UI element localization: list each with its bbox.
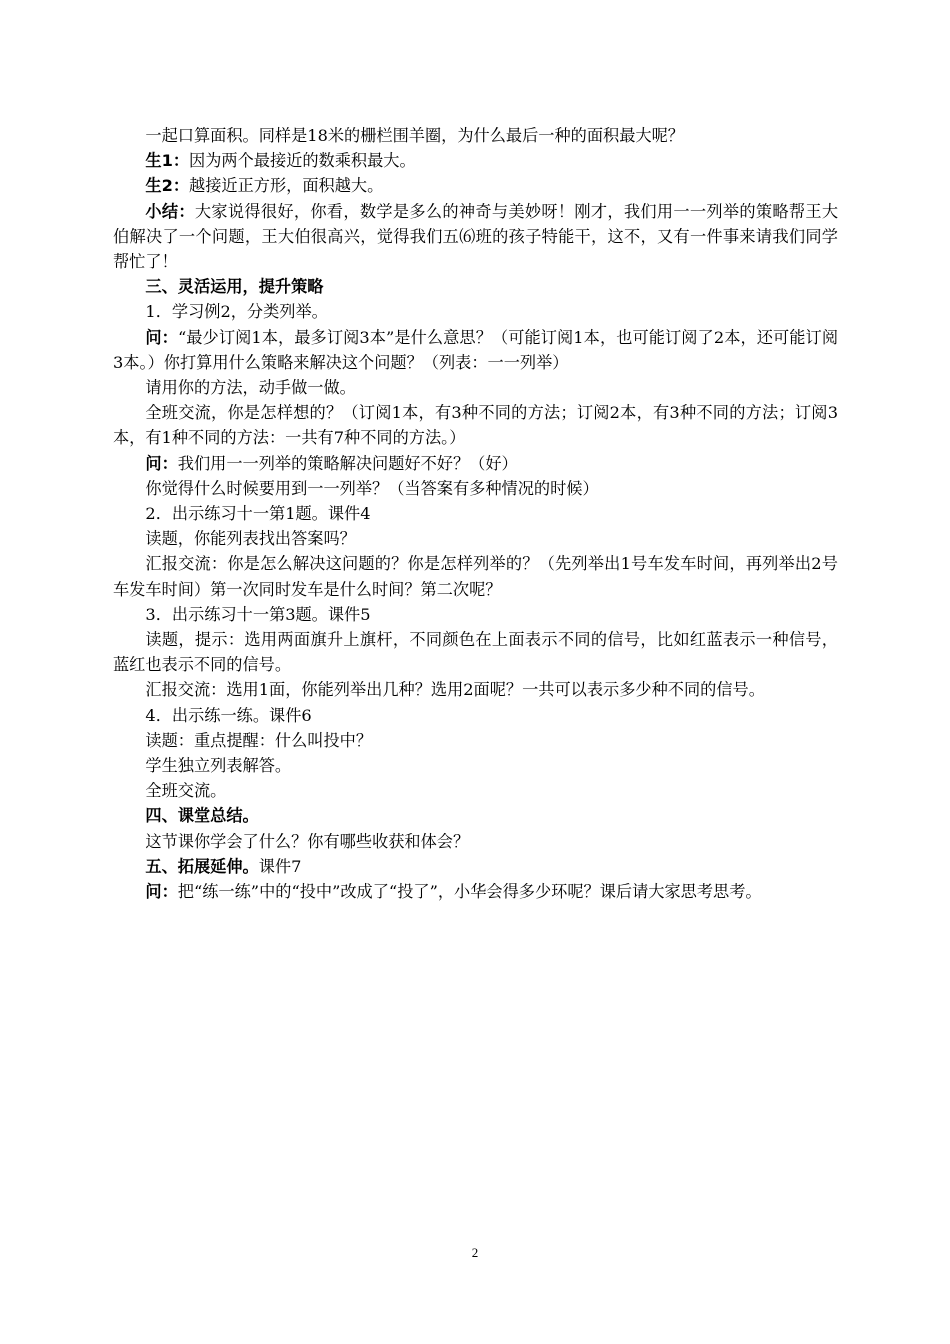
paragraph-16 [113,677,838,702]
paragraph-text: 汇报交流：你是怎么解决这问题的？你是怎样列举的？（先列举出1号车发车时间，再列举出2号车发车时间）第一次同时发车是什么时间？第二次呢？ [113,554,838,599]
paragraph-text: “最少订阅1本，最多订阅3本”是什么意思？（可能订阅1本，也可能订阅了2本，还可能订阅3本。）你打算用什么策略来解决这个问题？（列表：一一列举） [113,327,839,372]
paragraph-text: 因为两个最接近的数乘积最大。 [189,151,416,171]
paragraph-17 [113,703,838,728]
paragraph-8 [113,400,838,450]
document-body [113,123,838,904]
paragraph-text: 一起口算面积。同样是18米的栅栏围羊圈，为什么最后一种的面积最大呢？ [145,126,684,145]
page-number: 2 [471,1245,479,1260]
paragraph-text: 大家说得很好，你看，数学是多么的神奇与美妙呀！刚才，我们用一一列举的策略帮王大伯解决了一个问题，王大伯很高兴，觉得我们五⑹班的孩子特能干，这不，又有一件事来请我们同学帮忙了！ [113,201,839,272]
paragraph-text: 把“练一练”中的“投中”改成了“投了”，小华会得多少环呢？课后请大家思考思考。 [177,882,762,902]
paragraph-text: 4．出示练一练。课件6 [145,705,312,725]
paragraph-text: 你觉得什么时候要用到一一列举？（当答案有多种情况的时候） [145,478,599,498]
paragraph-19 [113,753,838,778]
paragraph-text: 全班交流。 [145,781,227,801]
speaker-label: 问： [145,327,178,347]
section-heading-4 [113,803,838,828]
paragraph-text: 读题：重点提醒：什么叫投中？ [145,730,373,750]
paragraph-1 [113,148,838,173]
paragraph-text: 2．出示练习十一第1题。课件4 [145,504,371,524]
paragraph-text: 全班交流，你是怎样想的？（订阅1本，有3种不同的方法；订阅2本，有3种不同的方法；订阅3本，有1种不同的方法：一共有7种不同的方法。） [113,403,838,448]
heading-text: 三、灵活运用，提升策略 [145,277,324,297]
speaker-label: 小结： [145,201,195,221]
heading-suffix: 课件7 [258,856,302,876]
paragraph-12 [113,526,838,551]
paragraph-7 [113,375,838,400]
paragraph-24 [113,879,838,904]
speaker-label: 问： [145,453,178,473]
heading-text: 四、课堂总结。 [145,806,259,826]
paragraph-text: 请用你的方法，动手做一做。 [145,378,356,398]
paragraph-11 [113,501,838,526]
paragraph-text: 读题，提示：选用两面旗升上旗杆，不同颜色在上面表示不同的信号，比如红蓝表示一种信号，蓝红也表示不同的信号。 [113,630,838,675]
section-heading-5 [113,854,838,879]
speaker-label: 生1： [145,151,190,171]
paragraph-text: 越接近正方形，面积越大。 [189,176,384,196]
paragraph-6 [113,325,838,375]
paragraph-text: 1．学习例2，分类列举。 [145,302,328,322]
paragraph-15 [113,627,838,677]
paragraph-2 [113,173,838,198]
paragraph-text: 学生独立列表解答。 [145,756,292,776]
paragraph-13 [113,551,838,601]
paragraph-text: 读题，你能列表找出答案吗？ [145,529,356,549]
paragraph-0 [113,123,838,148]
paragraph-20 [113,778,838,803]
paragraph-10 [113,476,838,501]
paragraph-text: 我们用一一列举的策略解决问题好不好？（好） [177,453,518,473]
speaker-label: 生2： [145,176,190,196]
paragraph-3 [113,199,838,275]
paragraph-14 [113,602,838,627]
paragraph-9 [113,451,838,476]
heading-text: 五、拓展延伸。 [145,856,259,876]
paragraph-text: 3．出示练习十一第3题。课件5 [145,604,371,624]
paragraph-text: 这节课你学会了什么？你有哪些收获和体会？ [145,831,470,851]
speaker-label: 问： [145,882,178,902]
section-heading-3 [113,274,838,299]
paragraph-5 [113,299,838,324]
paragraph-18 [113,728,838,753]
paragraph-text: 汇报交流：选用1面，你能列举出几种？选用2面呢？一共可以表示多少种不同的信号。 [145,680,765,700]
paragraph-22 [113,829,838,854]
